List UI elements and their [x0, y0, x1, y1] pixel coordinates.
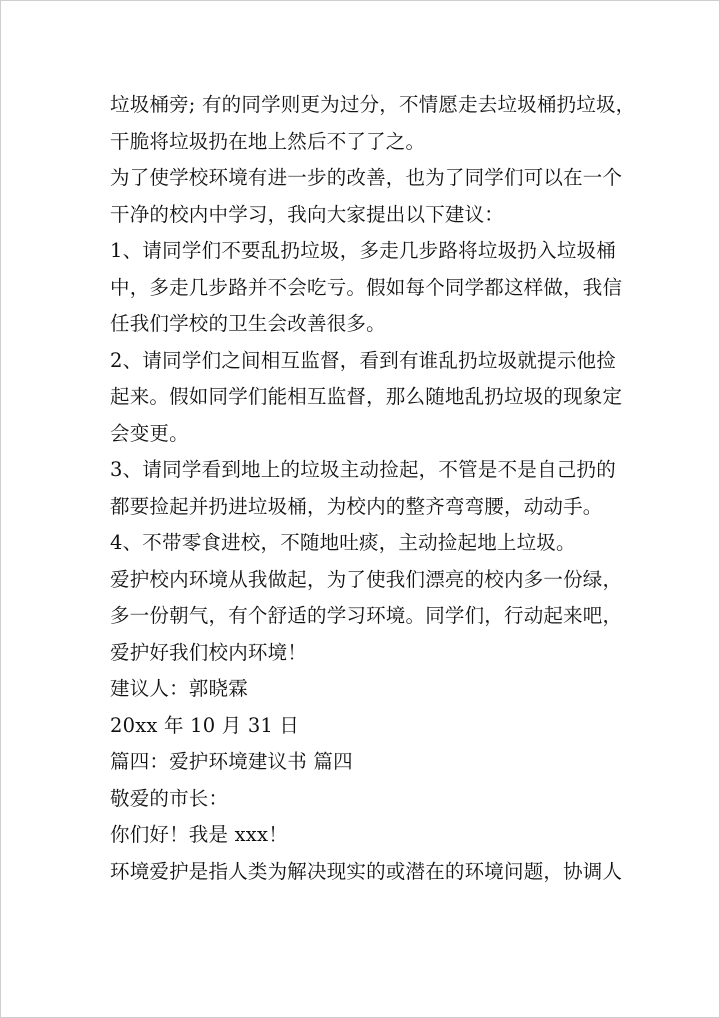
text-line: 环境爱护是指人类为解决现实的或潜在的环境问题，协调人	[110, 859, 623, 883]
date-line: 20xx 年 10 月 31 日	[110, 713, 300, 737]
salutation-line: 敬爱的市长：	[110, 786, 229, 810]
text-line: 爱护校内环境从我做起，为了使我们漂亮的校内多一份绿，	[110, 567, 623, 591]
text-line: 建议人：郭晓霖	[110, 677, 248, 700]
text-line: 干脆将垃圾扔在地上然后不了了之。	[110, 129, 426, 153]
text-line: 1、请同学们不要乱扔垃圾，多走几步路将垃圾扔入垃圾桶	[110, 239, 616, 262]
text-line: 都要捡起并扔进垃圾桶，为校内的整齐弯弯腰，动动手。	[110, 494, 603, 518]
text-line: 为了使学校环境有进一步的改善，也为了同学们可以在一个	[110, 166, 623, 189]
text-line: 干净的校内中学习，我向大家提出以下建议：	[110, 202, 505, 226]
document-body	[110, 87, 636, 890]
text-line: 爱护好我们校内环境！	[110, 640, 308, 664]
text-line: 4、不带零食进校，不随地吐痰，主动捡起地上垃圾。	[110, 531, 576, 554]
text-line: 起来。假如同学们能相互监督，那么随地乱扔垃圾的现象定	[110, 385, 623, 408]
text-line: 中，多走几步路并不会吃亏。假如每个同学都这样做，我信	[110, 275, 623, 299]
section-heading: 篇四：爱护环境建议书 篇四	[110, 750, 353, 773]
text-line: 垃圾桶旁; 有的同学则更为过分，不情愿走去垃圾桶扔垃圾，	[110, 93, 636, 116]
text-line: 多一份朝气，有个舒适的学习环境。同学们，行动起来吧，	[110, 604, 623, 627]
text-line: 3、请同学看到地上的垃圾主动捡起，不管是不是自己扔的	[110, 458, 616, 481]
text-line: 任我们学校的卫生会改善很多。	[110, 312, 386, 335]
text-line: 2、请同学们之间相互监督，看到有谁乱扔垃圾就提示他捡	[110, 348, 616, 372]
text-line: 会变更。	[110, 421, 189, 445]
greeting-line: 你们好！我是 xxx！	[110, 823, 288, 846]
